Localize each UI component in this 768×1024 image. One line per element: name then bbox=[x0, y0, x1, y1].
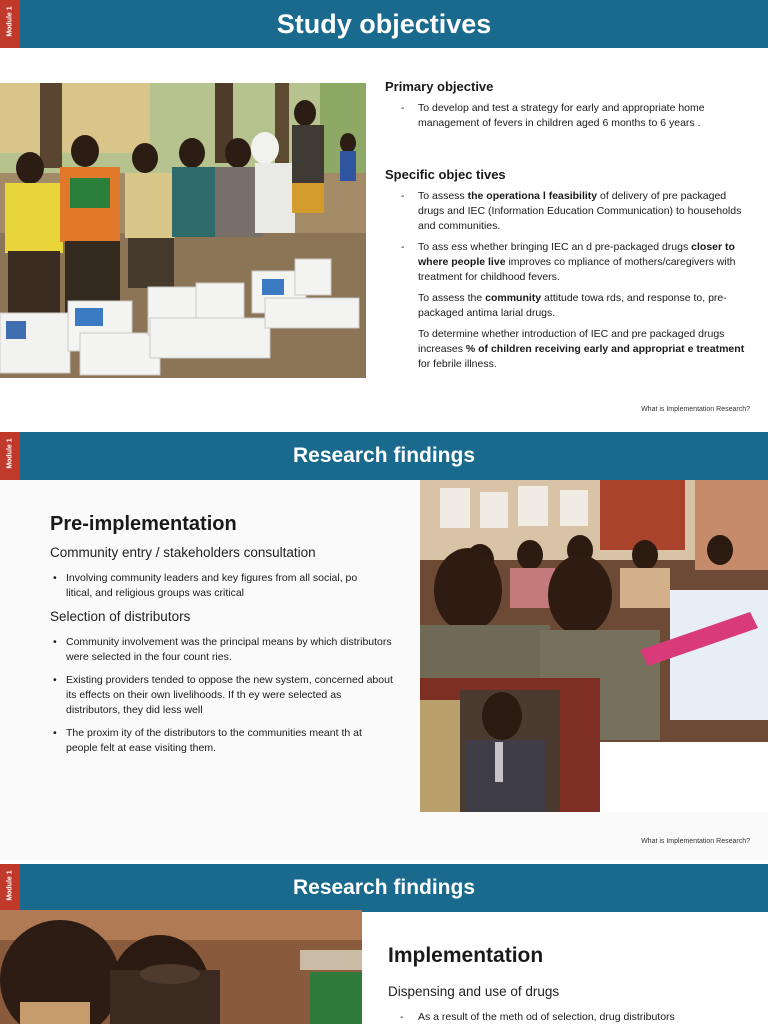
plain-text: To assess the bbox=[418, 292, 486, 304]
slide-header bbox=[0, 864, 768, 912]
plain-text: for febrile illness. bbox=[418, 358, 497, 370]
meeting-participants-photo bbox=[420, 480, 768, 812]
slide-title: Research findings bbox=[292, 444, 476, 467]
slide-header bbox=[0, 432, 768, 480]
meeting-participants-illustration bbox=[420, 480, 768, 812]
item-text: The proxim ity of the distributors to the communities meant th at people felt at ease visiting them. bbox=[66, 727, 362, 754]
subsection-community-entry: Community entry / stakeholders consultation bbox=[50, 545, 316, 560]
footer-note: What is Implementation Research? bbox=[641, 406, 750, 413]
slide-research-findings-impl bbox=[0, 864, 768, 1024]
list-item bbox=[385, 189, 753, 234]
list-dash: - bbox=[401, 190, 405, 202]
list-item: - To develop and test a strategy for early and appropriate home management of fevers in children aged 6 months to 6 years . bbox=[385, 101, 753, 131]
item-text: Involving community leaders and key figures from all social, po litical, and religious groups was critical bbox=[66, 572, 358, 599]
plain-text: of delivery of pre packaged drugs and IEC (Information Education Communication) to households and communities. bbox=[418, 190, 742, 232]
specific-objectives-list bbox=[385, 189, 753, 378]
list-item: • Involving community leaders and key figures from all social, po litical, and religious groups was critical bbox=[53, 572, 358, 599]
list-item: • The proxim ity of the distributors to the communities meant th at people felt at ease visiting them. bbox=[53, 727, 362, 754]
slide-research-findings-pre bbox=[0, 432, 768, 860]
list-item bbox=[385, 291, 753, 321]
module-label: Module 1 bbox=[6, 438, 14, 469]
dispensing-photo bbox=[0, 910, 362, 1024]
section-title: Implementation bbox=[388, 944, 544, 967]
objective-text bbox=[418, 291, 753, 321]
module-tab bbox=[0, 864, 20, 912]
community-entry-list bbox=[50, 571, 365, 609]
dispensing-illustration bbox=[0, 910, 362, 1024]
list-item: • Existing providers tended to oppose the new system, concerned about its effects on their own livelihoods. If th ey were selected as distributors, they did less well bbox=[53, 674, 393, 716]
slide-title: Research findings bbox=[292, 876, 476, 899]
plain-text: To determine whether introduction of IEC and pre packaged drugs increases bbox=[418, 328, 725, 355]
emphasis-text: % of children receiving early and appropriat e treatment bbox=[465, 343, 745, 355]
list-item: - As a result of the meth od of selection, drug distributors bbox=[388, 1010, 758, 1024]
list-item bbox=[385, 327, 753, 372]
slide-title: Study objectives bbox=[276, 9, 492, 39]
community-meeting-photo bbox=[0, 83, 366, 378]
objective-text bbox=[418, 240, 753, 285]
footer-note: What is Implementation Research? bbox=[641, 838, 750, 845]
objective-text bbox=[418, 189, 753, 234]
item-text: Existing providers tended to oppose the new system, concerned about its effects on their own livelihoods. If th ey were selected as distributors, they did less well bbox=[66, 674, 393, 716]
subsection-selection-distributors: Selection of distributors bbox=[50, 609, 191, 624]
slide-header bbox=[0, 0, 768, 48]
objective-text bbox=[418, 327, 753, 372]
plain-text: To ass ess whether bringing IEC an d pre-packaged drugs bbox=[418, 241, 692, 253]
community-meeting-illustration bbox=[0, 83, 366, 378]
list-dash: - bbox=[401, 241, 405, 253]
primary-objective-list bbox=[385, 101, 753, 137]
specific-objectives-heading: Specific objec tives bbox=[385, 167, 506, 182]
item-text: As a result of the meth od of selection, drug distributors bbox=[418, 1011, 675, 1023]
dispensing-list bbox=[388, 1010, 758, 1024]
selection-distributors-list bbox=[50, 635, 395, 764]
primary-objective-heading: Primary objective bbox=[385, 79, 494, 94]
emphasis-text: community bbox=[485, 292, 542, 304]
list-item bbox=[385, 240, 753, 285]
module-tab bbox=[0, 432, 20, 480]
module-label: Module 1 bbox=[6, 6, 14, 37]
emphasis-text: closer to where people live bbox=[418, 241, 735, 268]
list-item: • Community involvement was the principal means by which distributors were selected in the four count ries. bbox=[53, 636, 392, 663]
plain-text: improves co mpliance of mothers/caregivers with treatment for childhood fevers. bbox=[418, 256, 736, 283]
module-tab bbox=[0, 0, 20, 48]
module-label: Module 1 bbox=[6, 870, 14, 901]
section-title: Pre-implementation bbox=[50, 513, 237, 535]
subsection-dispensing: Dispensing and use of drugs bbox=[388, 984, 560, 999]
plain-text: To assess bbox=[418, 190, 468, 202]
objective-text: To develop and test a strategy for early and appropriate home management of fevers in children aged 6 months to 6 years . bbox=[418, 102, 705, 129]
slide-study-objectives bbox=[0, 0, 768, 430]
plain-text: attitude towa rds, and response to, pre-packaged antima larial drugs. bbox=[418, 292, 727, 319]
item-text: Community involvement was the principal means by which distributors were selected in the four count ries. bbox=[66, 636, 392, 663]
emphasis-text: the operationa l feasibility bbox=[467, 190, 598, 202]
